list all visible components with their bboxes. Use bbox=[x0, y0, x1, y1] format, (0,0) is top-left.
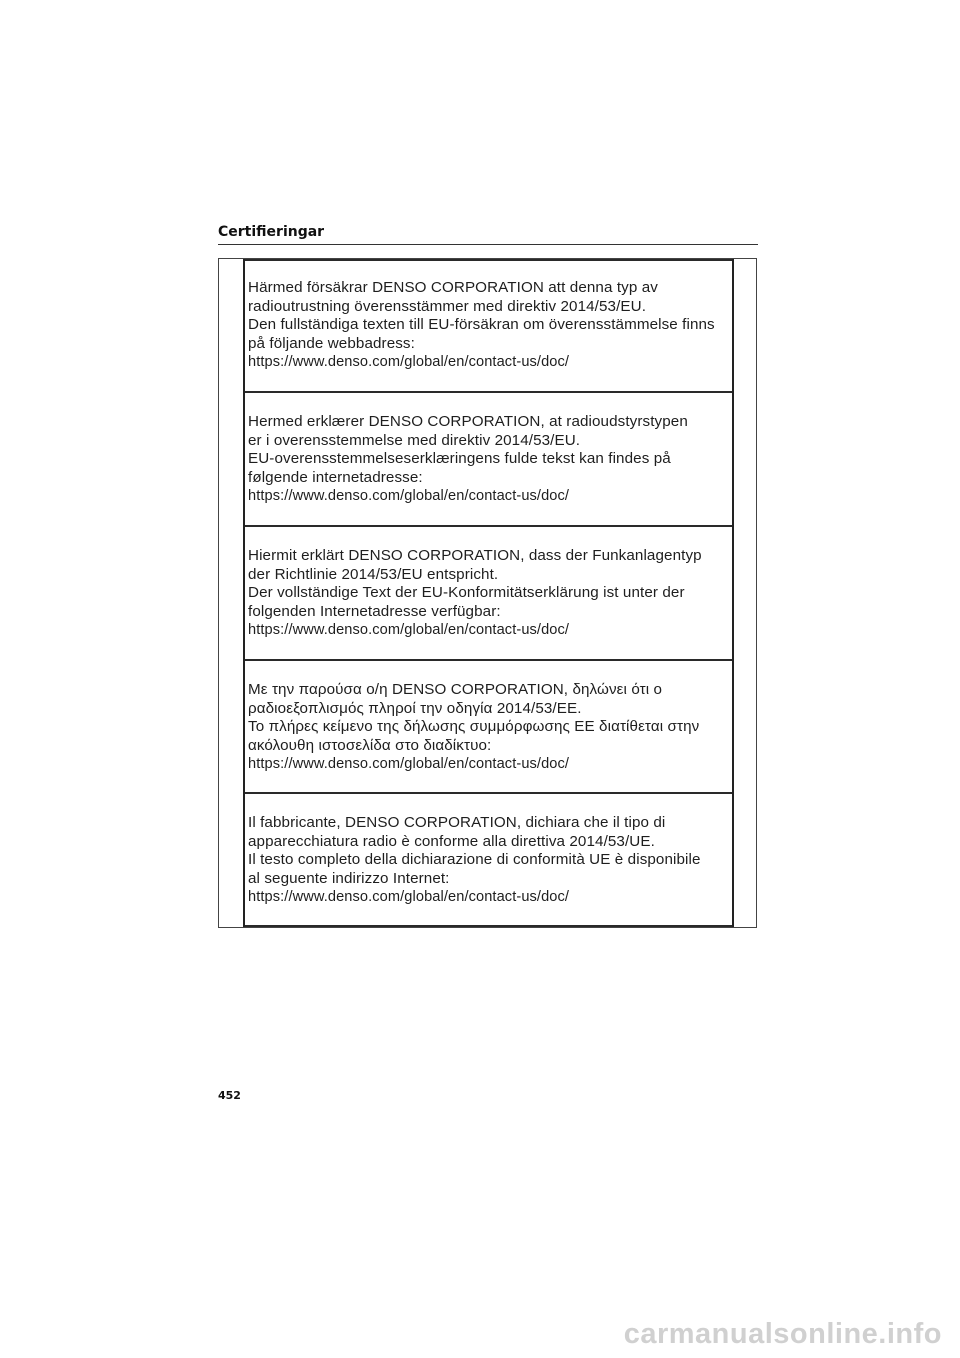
declaration-line: Der vollständige Text der EU-Konformitätserklärung ist unter der bbox=[248, 584, 685, 602]
declaration-line: der Richtlinie 2014/53/EU entspricht. bbox=[248, 565, 499, 583]
declaration-line: følgende internetadresse: bbox=[248, 468, 423, 486]
declaration-url: https://www.denso.com/global/en/contact-us/doc/ bbox=[248, 488, 570, 505]
declaration-line: Den fullständiga texten till EU-försäkran om överensstämmelse finns bbox=[248, 316, 715, 334]
declaration-line: Il fabbricante, DENSO CORPORATION, dichiara che il tipo di bbox=[248, 814, 666, 831]
declaration-line: Hermed erklærer DENSO CORPORATION, at radioudstyrstypen bbox=[248, 413, 688, 430]
declaration-line: Το πλήρες κείμενο της δήλωσης συμμόρφωσης ΕΕ διατίθεται στην bbox=[248, 718, 700, 736]
title-divider bbox=[218, 244, 758, 245]
declaration-url: https://www.denso.com/global/en/contact-us/doc/ bbox=[248, 622, 570, 639]
declaration-line: ακόλουθη ιστοσελίδα στο διαδίκτυο: bbox=[248, 736, 492, 754]
box-bottom-border bbox=[245, 925, 732, 927]
declaration-line: folgenden Internetadresse verfügbar: bbox=[248, 602, 501, 620]
declaration-line: Hiermit erklärt DENSO CORPORATION, dass der Funkanlagentyp bbox=[248, 547, 702, 564]
declaration-line: Härmed försäkrar DENSO CORPORATION att denna typ av bbox=[248, 279, 658, 296]
declaration-url: https://www.denso.com/global/en/contact-us/doc/ bbox=[248, 354, 570, 371]
declarations-box bbox=[243, 259, 734, 927]
watermark: carmanualsonline.info bbox=[623, 1318, 942, 1350]
section-title: Certifieringar bbox=[218, 224, 325, 240]
section-divider bbox=[245, 792, 732, 794]
declaration-line: radioutrustning överensstämmer med direktiv 2014/53/EU. bbox=[248, 297, 647, 315]
declaration-line: er i overensstemmelse med direktiv 2014/53/EU. bbox=[248, 431, 581, 449]
section-divider bbox=[245, 659, 732, 661]
declaration-line: Il testo completo della dichiarazione di conformità UE è disponibile bbox=[248, 851, 701, 869]
section-divider bbox=[245, 391, 732, 393]
declaration-german bbox=[245, 529, 732, 640]
declaration-greek bbox=[245, 663, 732, 774]
declaration-url: https://www.denso.com/global/en/contact-us/doc/ bbox=[248, 889, 570, 906]
page-number: 452 bbox=[218, 1089, 241, 1102]
declaration-line: apparecchiatura radio è conforme alla direttiva 2014/53/UE. bbox=[248, 832, 655, 850]
declaration-line: al seguente indirizzo Internet: bbox=[248, 869, 450, 887]
declaration-url: https://www.denso.com/global/en/contact-us/doc/ bbox=[248, 756, 570, 773]
declaration-line: Με την παρούσα ο/η DENSO CORPORATION, δηλώνει ότι ο bbox=[248, 681, 663, 698]
declaration-line: EU-overensstemmelseserklæringens fulde tekst kan findes på bbox=[248, 450, 671, 468]
declaration-line: på följande webbadress: bbox=[248, 334, 415, 352]
declaration-line: ραδιοεξοπλισμός πληροί την οδηγία 2014/53/ΕΕ. bbox=[248, 699, 582, 717]
section-divider bbox=[245, 525, 732, 527]
declaration-swedish bbox=[245, 261, 732, 372]
declaration-italian bbox=[245, 796, 732, 907]
declaration-danish bbox=[245, 395, 732, 506]
